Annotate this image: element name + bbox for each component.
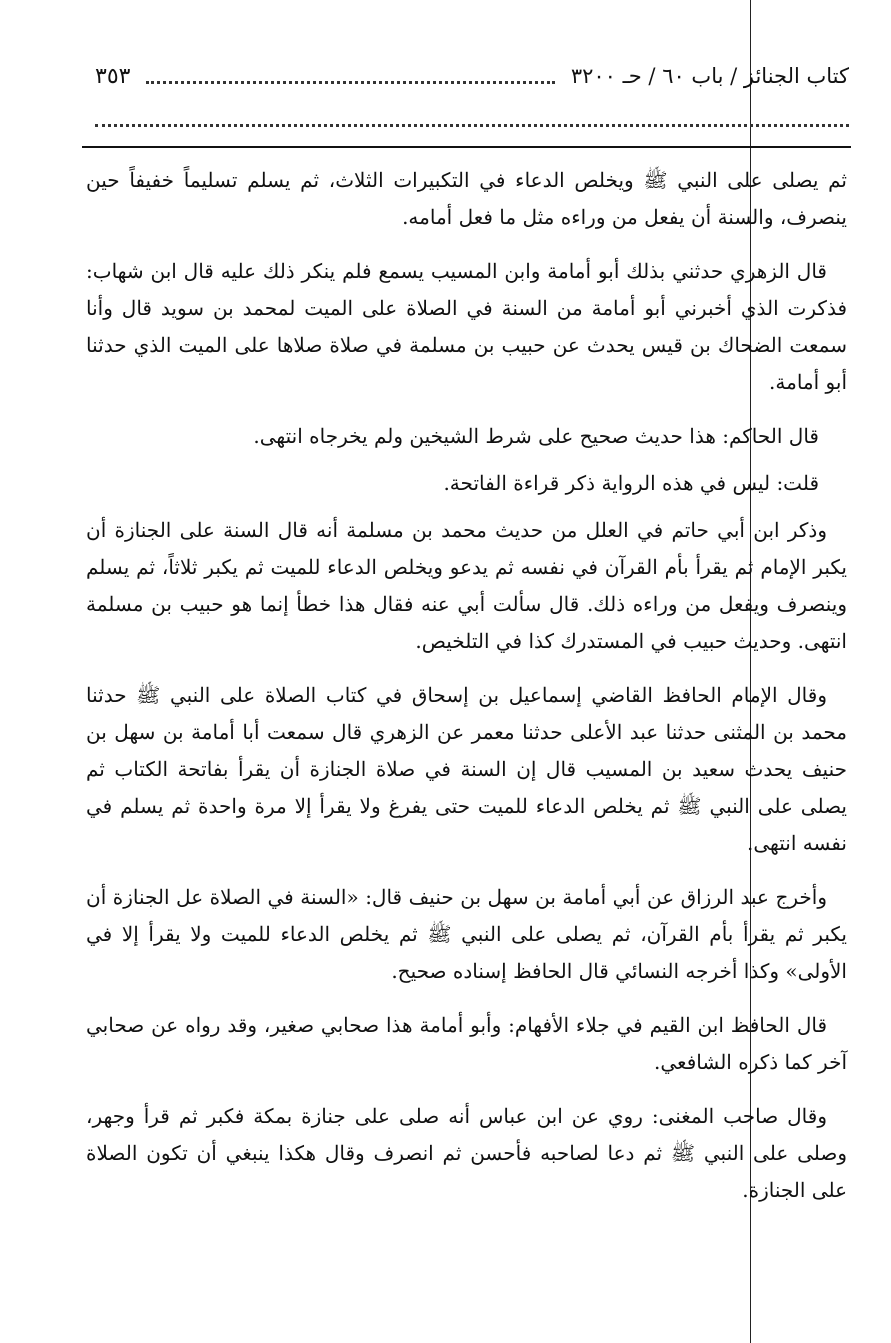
paragraph: قال الحاكم: هذا حديث صحيح على شرط الشيخين ولم يخرجاه انتهى. bbox=[253, 424, 819, 448]
paragraph: ثم يصلى على النبي ﷺ ويخلص الدعاء في التكبيرات الثلاث، ثم يسلم تسليماً خفيفاً حين ينصرف، والسنة أن يفعل من وراءه مثل ما فعل أمامه. bbox=[86, 168, 847, 229]
paragraph: وأخرج عبد الرزاق عن أبي أمامة بن سهل بن حنيف قال: «السنة في الصلاة عل الجنازة أن يكبر ثم يقرأ بأم القرآن، ثم يصلى على النبي ﷺ ثم يخلص الدعاء للميت ولا يقرأ إلا في الأولى» وكذا أخرجه النسائي قال الحافظ إسناده صحيح. bbox=[86, 885, 847, 983]
running-title: كتاب الجنائز / باب ٦٠ / حـ ٣٢٠٠ bbox=[570, 64, 849, 88]
dotted-leader bbox=[146, 69, 554, 84]
paragraph: وقال الإمام الحافظ القاضي إسماعيل بن إسحاق في كتاب الصلاة على النبي ﷺ حدثنا محمد بن المثنى حدثنا عبد الأعلى حدثنا معمر عن الزهري قال سمعت أبا أمامة بن سهل بن حنيف يحدث سعيد بن المسيب قال إن السنة في صلاة الجنازة أن يقرأ بفاتحة الكتاب ثم يصلى على النبي ﷺ ثم يخلص الدعاء للميت حتى يفرغ ولا يقرأ إلا مرة واحدة ثم يسلم في نفسه انتهى. bbox=[86, 683, 847, 855]
body-text bbox=[86, 162, 847, 1226]
paragraph: وقال صاحب المغنى: روي عن ابن عباس أنه صلى على جنازة بمكة فكبر ثم قرأ وجهر، وصلى على النبي ﷺ ثم دعا لصاحبه فأحسن ثم انصرف وقال هكذا ينبغي أن تكون الصلاة على الجنازة. bbox=[86, 1104, 848, 1202]
paragraph: قال الحافظ ابن القيم في جلاء الأفهام: وأبو أمامة هذا صحابي صغير، وقد رواه عن صحابي آخر كما ذكره الشافعي. bbox=[86, 1013, 847, 1074]
paragraph: قال الزهري حدثني بذلك أبو أمامة وابن المسيب يسمع فلم ينكر ذلك عليه قال ابن شهاب: فذكرت الذي أخبرني أبو أمامة من السنة في الصلاة على الميت لمحمد بن سويد قال وأنا سمعت الضحاك بن قيس يحدث عن حبيب بن مسلمة في صلاة صلاها على الميت الذي حدثنا أبو أمامة. bbox=[86, 259, 848, 394]
paragraph: قلت: ليس في هذه الرواية ذكر قراءة الفاتحة. bbox=[443, 471, 819, 495]
dotted-separator bbox=[95, 116, 849, 127]
page-number: ٣٥٣ bbox=[95, 63, 131, 89]
paragraph: وذكر ابن أبي حاتم في العلل من حديث محمد بن مسلمة أنه قال السنة على الجنازة أن يكبر الإمام ثم يقرأ بأم القرآن في نفسه ثم يدعو ويخلص الدعاء للميت ثم يكبر ثلاثاً، ثم يسلم وينصرف ويفعل من وراءه ذلك. قال سألت أبي عنه فقال هذا خطأ إنما هو حبيب بن مسلمة انتهى. وحديث حبيب في المستدرك كذا في التلخيص. bbox=[86, 518, 847, 653]
page-header bbox=[95, 58, 849, 94]
header-rule bbox=[82, 146, 851, 148]
